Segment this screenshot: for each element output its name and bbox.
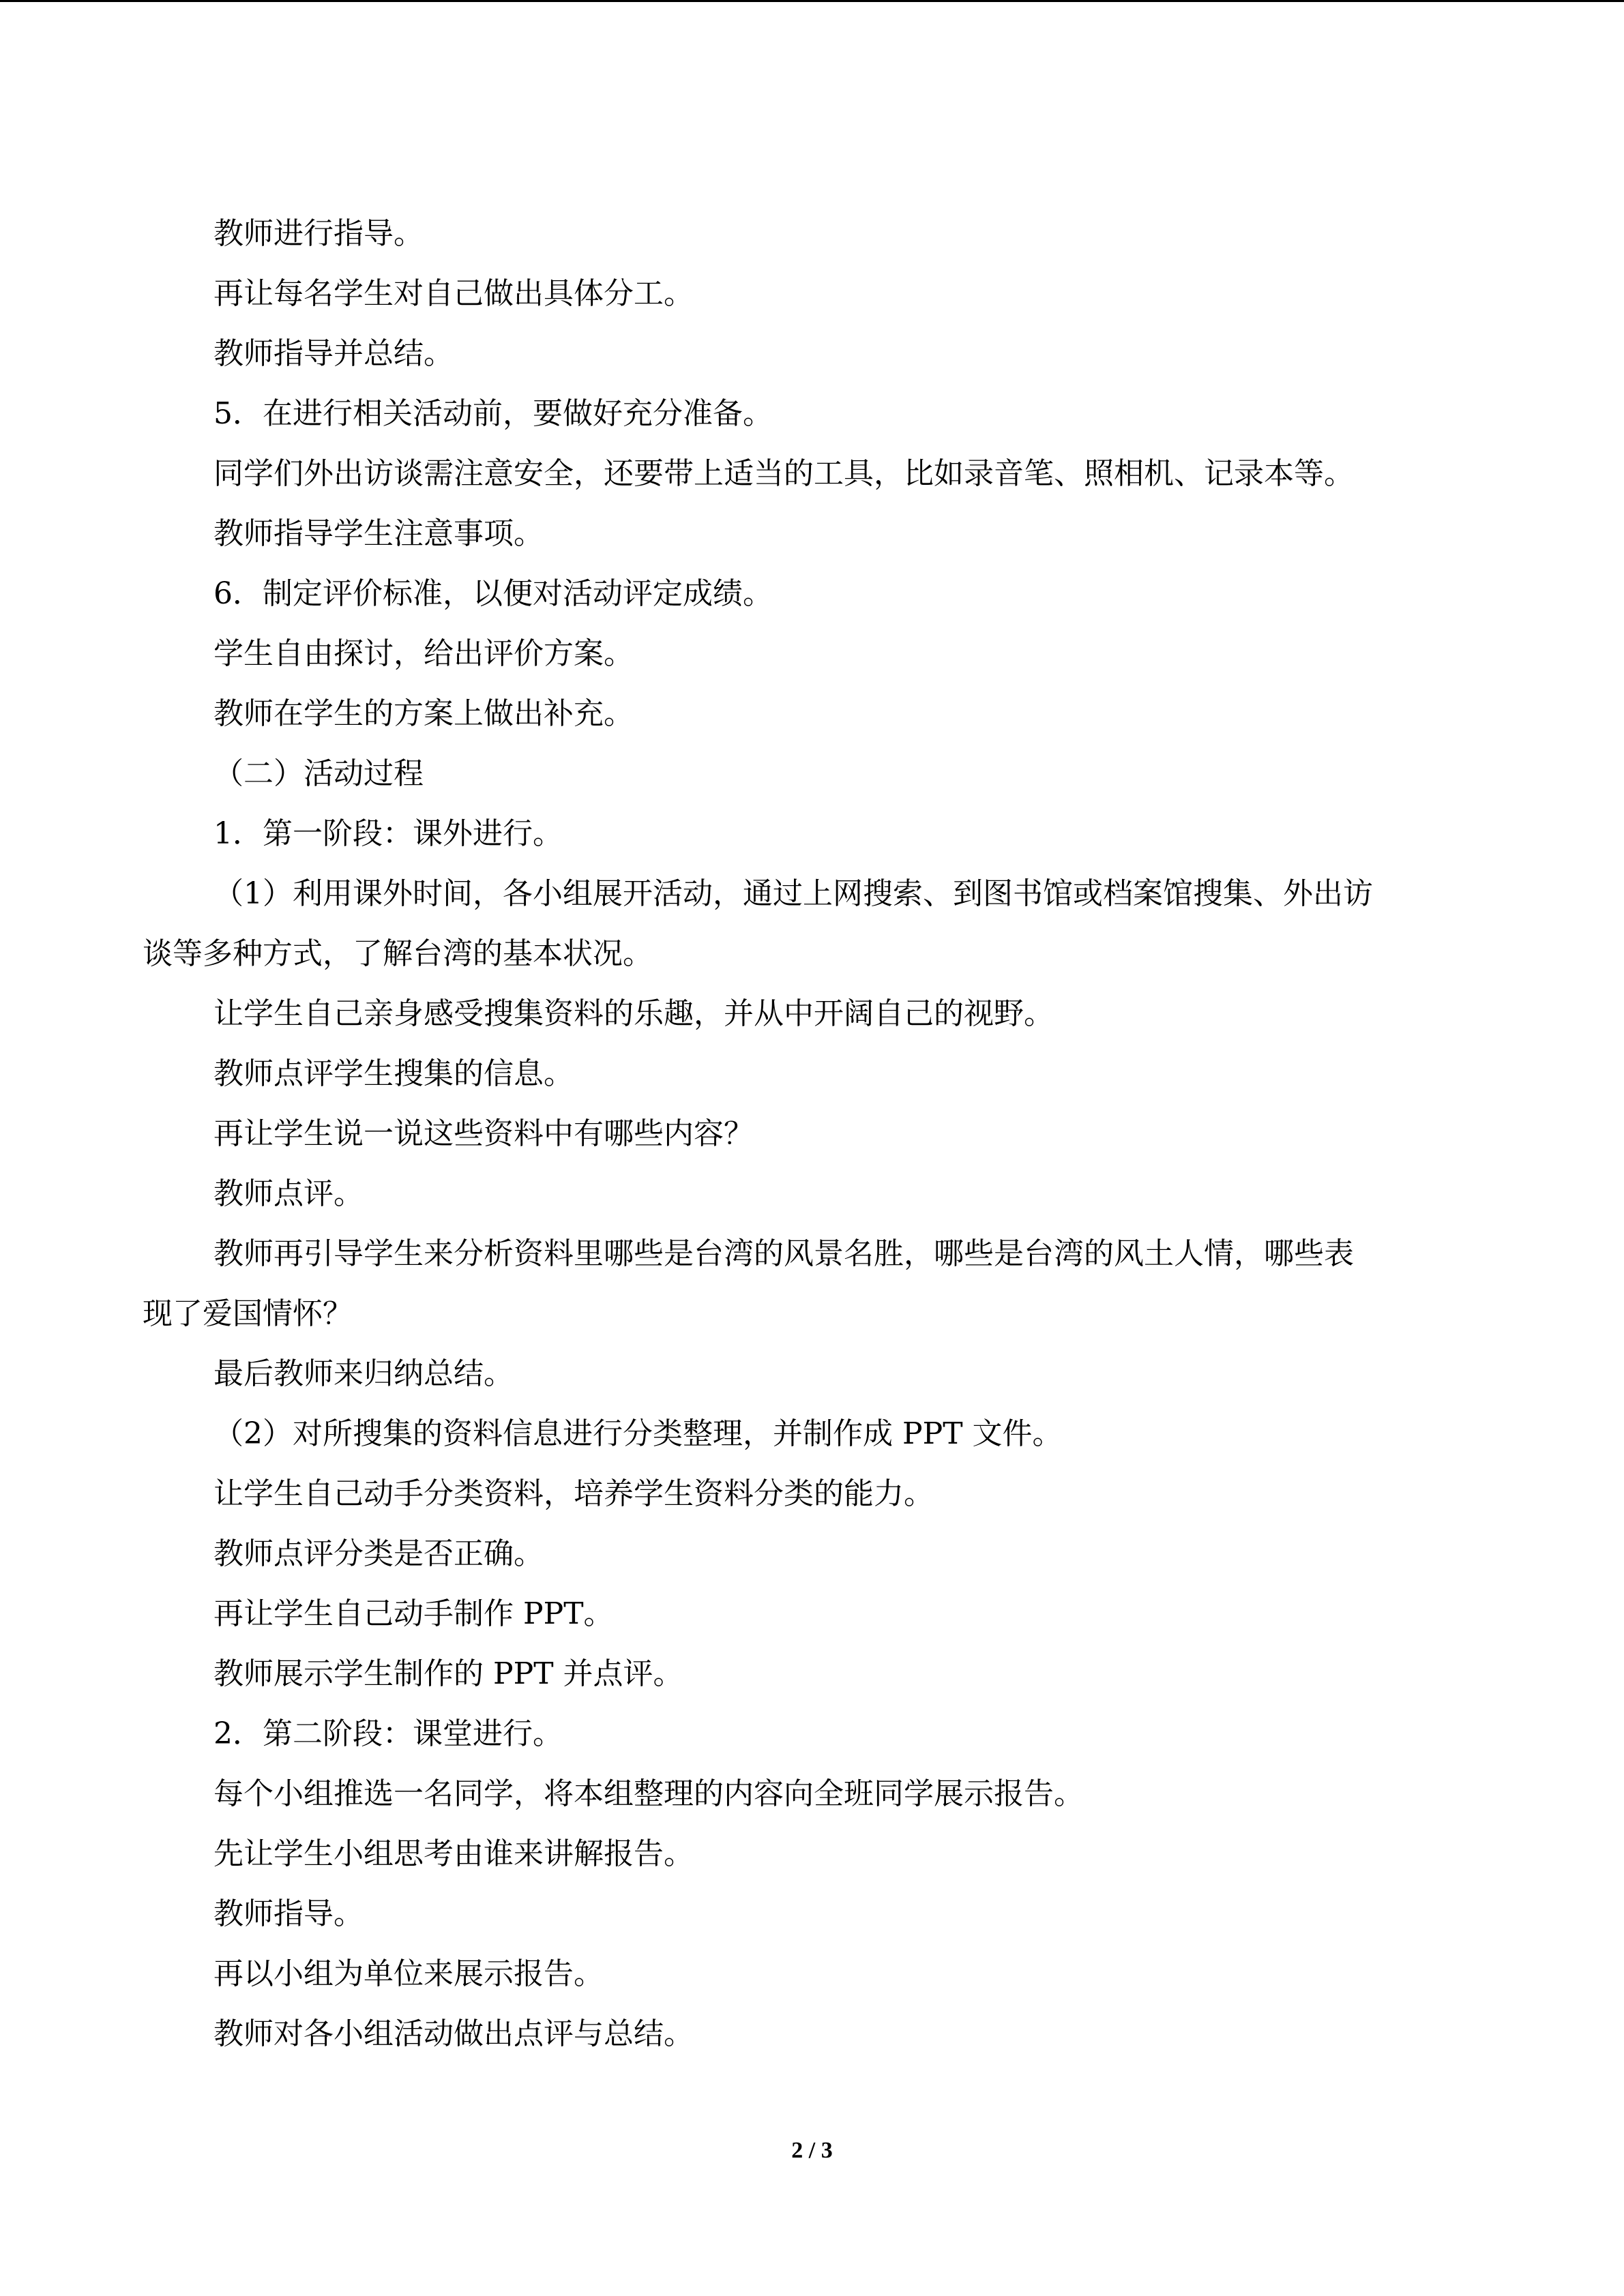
text-line: （1）利用课外时间，各小组展开活动，通过上网搜索、到图书馆或档案馆搜集、外出访 xyxy=(213,876,1373,911)
text-line: 2．第二阶段：课堂进行。 xyxy=(213,1716,563,1751)
text-line: 现了爱国情怀？ xyxy=(143,1296,353,1331)
text-line: 同学们外出访谈需注意安全，还要带上适当的工具，比如录音笔、照相机、记录本等。 xyxy=(213,456,1354,491)
text-line: 1．第一阶段：课外进行。 xyxy=(213,816,563,851)
text-line: 教师在学生的方案上做出补充。 xyxy=(213,696,634,731)
text-line: 最后教师来归纳总结。 xyxy=(213,1356,514,1391)
text-line: 让学生自己动手分类资料，培养学生资料分类的能力。 xyxy=(213,1476,934,1511)
text-line: 每个小组推选一名同学，将本组整理的内容向全班同学展示报告。 xyxy=(213,1776,1084,1811)
text-line: 教师展示学生制作的 PPT 并点评。 xyxy=(213,1656,683,1691)
text-line: （2）对所搜集的资料信息进行分类整理，并制作成 PPT 文件。 xyxy=(213,1416,1063,1451)
text-line: 再让学生自己动手制作 PPT。 xyxy=(213,1596,614,1631)
text-line: 教师点评分类是否正确。 xyxy=(213,1536,544,1571)
text-line: （二）活动过程 xyxy=(213,756,424,791)
text-line: 教师指导。 xyxy=(213,1896,364,1931)
text-line: 教师对各小组活动做出点评与总结。 xyxy=(213,2016,694,2051)
text-line: 再让学生说一说这些资料中有哪些内容？ xyxy=(213,1116,754,1151)
text-line: 再让每名学生对自己做出具体分工。 xyxy=(213,276,694,311)
text-line: 先让学生小组思考由谁来讲解报告。 xyxy=(213,1836,694,1871)
text-line: 教师点评学生搜集的信息。 xyxy=(213,1056,574,1091)
text-line: 6．制定评价标准，以便对活动评定成绩。 xyxy=(213,576,773,611)
text-line: 教师点评。 xyxy=(213,1176,364,1211)
text-line: 教师指导学生注意事项。 xyxy=(213,516,544,551)
document-body xyxy=(143,204,1486,2064)
text-line: 谈等多种方式，了解台湾的基本状况。 xyxy=(143,936,653,971)
text-line: 让学生自己亲身感受搜集资料的乐趣，并从中开阔自己的视野。 xyxy=(213,996,1054,1031)
text-line: 教师进行指导。 xyxy=(213,216,424,251)
text-line: 学生自由探讨，给出评价方案。 xyxy=(213,636,634,671)
text-line: 5．在进行相关活动前，要做好充分准备。 xyxy=(213,396,773,431)
text-line: 教师再引导学生来分析资料里哪些是台湾的风景名胜，哪些是台湾的风土人情，哪些表 xyxy=(213,1236,1354,1271)
page-number: 2 / 3 xyxy=(791,2138,833,2163)
text-line: 再以小组为单位来展示报告。 xyxy=(213,1956,604,1991)
text-line: 教师指导并总结。 xyxy=(213,336,454,371)
